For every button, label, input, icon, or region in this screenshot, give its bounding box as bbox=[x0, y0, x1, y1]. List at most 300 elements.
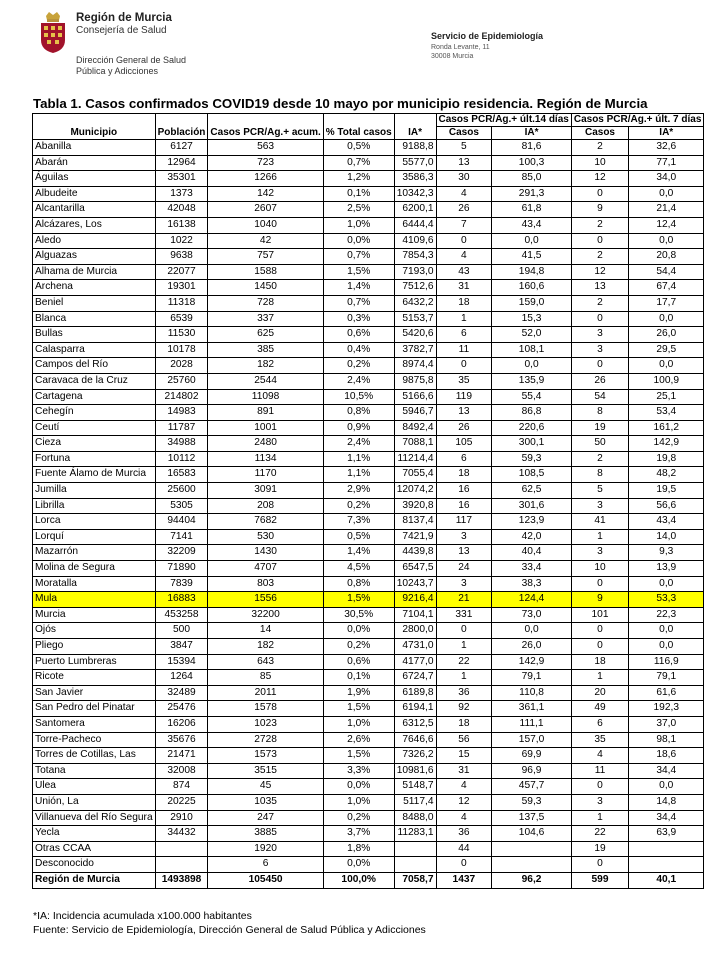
cell-poblacion: 2028 bbox=[155, 358, 208, 374]
cell-casos-acum: 1040 bbox=[208, 217, 323, 233]
cell-casos-7: 35 bbox=[571, 732, 628, 748]
cell-municipio: Alhama de Murcia bbox=[33, 264, 156, 280]
cell-municipio: Mazarrón bbox=[33, 545, 156, 561]
cell-municipio: Aledo bbox=[33, 233, 156, 249]
cell-casos-7: 10 bbox=[571, 561, 628, 577]
table-row bbox=[33, 280, 704, 296]
cell-ia-7: 53,3 bbox=[629, 592, 704, 608]
cell-ia-7: 0,0 bbox=[629, 358, 704, 374]
cell-ia-14: 86,8 bbox=[492, 405, 572, 421]
table-row bbox=[33, 295, 704, 311]
cell-casos-acum: 142 bbox=[208, 186, 323, 202]
cell-casos-acum: 1023 bbox=[208, 716, 323, 732]
cell-casos-acum: 1134 bbox=[208, 451, 323, 467]
cell-ia-7: 14,8 bbox=[629, 794, 704, 810]
cell-poblacion: 11530 bbox=[155, 327, 208, 343]
cell-pct-total: 100,0% bbox=[323, 872, 394, 888]
cell-casos-7: 9 bbox=[571, 202, 628, 218]
cell-ia: 6724,7 bbox=[394, 670, 436, 686]
cell-ia: 10243,7 bbox=[394, 576, 436, 592]
cell-casos-7: 2 bbox=[571, 217, 628, 233]
cell-poblacion: 34432 bbox=[155, 826, 208, 842]
cell-pct-total: 2,4% bbox=[323, 436, 394, 452]
cell-casos-7: 3 bbox=[571, 327, 628, 343]
cell-ia-14: 41,5 bbox=[492, 249, 572, 265]
cell-municipio: Cieza bbox=[33, 436, 156, 452]
table-row bbox=[33, 685, 704, 701]
cell-pct-total: 1,5% bbox=[323, 701, 394, 717]
table-row bbox=[33, 810, 704, 826]
cell-casos-acum: 3515 bbox=[208, 763, 323, 779]
cell-municipio: Abanilla bbox=[33, 140, 156, 156]
table-row bbox=[33, 857, 704, 873]
cell-casos-7: 0 bbox=[571, 639, 628, 655]
cell-casos-7: 101 bbox=[571, 607, 628, 623]
cell-casos-14: 4 bbox=[436, 249, 492, 265]
cell-pct-total: 0,8% bbox=[323, 576, 394, 592]
cell-pct-total: 0,5% bbox=[323, 140, 394, 156]
cell-casos-acum: 1920 bbox=[208, 841, 323, 857]
table-row bbox=[33, 420, 704, 436]
cell-ia-14 bbox=[492, 841, 572, 857]
cell-ia-7: 54,4 bbox=[629, 264, 704, 280]
table-row bbox=[33, 451, 704, 467]
cell-ia-14 bbox=[492, 857, 572, 873]
cell-casos-acum: 2728 bbox=[208, 732, 323, 748]
cell-ia-7: 25,1 bbox=[629, 389, 704, 405]
cell-casos-acum: 42 bbox=[208, 233, 323, 249]
cell-ia-14: 15,3 bbox=[492, 311, 572, 327]
cell-municipio: Fortuna bbox=[33, 451, 156, 467]
cell-casos-14: 1 bbox=[436, 670, 492, 686]
cell-ia: 2800,0 bbox=[394, 623, 436, 639]
cell-ia-14: 104,6 bbox=[492, 826, 572, 842]
cell-casos-acum: 11098 bbox=[208, 389, 323, 405]
cell-municipio: Torres de Cotillas, Las bbox=[33, 748, 156, 764]
cell-municipio: Alguazas bbox=[33, 249, 156, 265]
table-title: Tabla 1. Casos confirmados COVID19 desde 10 mayo por municipio residencia. Región de Murcia bbox=[33, 96, 648, 111]
cell-ia: 7512,6 bbox=[394, 280, 436, 296]
cell-ia-7: 20,8 bbox=[629, 249, 704, 265]
cell-ia-14: 43,4 bbox=[492, 217, 572, 233]
cell-ia-7: 29,5 bbox=[629, 342, 704, 358]
cell-casos-14: 31 bbox=[436, 280, 492, 296]
cell-ia-7: 116,9 bbox=[629, 654, 704, 670]
cell-poblacion: 16206 bbox=[155, 716, 208, 732]
cell-poblacion: 6539 bbox=[155, 311, 208, 327]
cell-ia-14: 123,9 bbox=[492, 514, 572, 530]
cell-ia-14: 111,1 bbox=[492, 716, 572, 732]
cell-casos-7: 50 bbox=[571, 436, 628, 452]
cell-casos-14: 0 bbox=[436, 623, 492, 639]
table-row bbox=[33, 389, 704, 405]
cell-casos-14: 22 bbox=[436, 654, 492, 670]
cell-ia: 7104,1 bbox=[394, 607, 436, 623]
table-row bbox=[33, 716, 704, 732]
cell-casos-7: 8 bbox=[571, 467, 628, 483]
cell-municipio: Abarán bbox=[33, 155, 156, 171]
cell-casos-7: 26 bbox=[571, 373, 628, 389]
cell-ia: 5148,7 bbox=[394, 779, 436, 795]
cell-pct-total: 0,2% bbox=[323, 498, 394, 514]
cell-ia: 6200,1 bbox=[394, 202, 436, 218]
cell-ia-7: 98,1 bbox=[629, 732, 704, 748]
table-row bbox=[33, 358, 704, 374]
cell-casos-14: 56 bbox=[436, 732, 492, 748]
cell-casos-7: 12 bbox=[571, 171, 628, 187]
cell-municipio: Alcantarilla bbox=[33, 202, 156, 218]
ia-footnote: *IA: Incidencia acumulada x100.000 habitantes bbox=[33, 910, 252, 922]
cell-ia-14: 108,5 bbox=[492, 467, 572, 483]
table-row bbox=[33, 327, 704, 343]
table-row bbox=[33, 514, 704, 530]
cell-casos-14: 44 bbox=[436, 841, 492, 857]
cell-pct-total: 0,0% bbox=[323, 233, 394, 249]
cell-pct-total: 2,6% bbox=[323, 732, 394, 748]
cell-poblacion: 7839 bbox=[155, 576, 208, 592]
cell-ia-14: 135,9 bbox=[492, 373, 572, 389]
cell-municipio: San Javier bbox=[33, 685, 156, 701]
cell-poblacion: 3847 bbox=[155, 639, 208, 655]
source-footnote: Fuente: Servicio de Epidemiología, Dirección General de Salud Pública y Adicciones bbox=[33, 924, 426, 936]
cell-ia-14: 159,0 bbox=[492, 295, 572, 311]
cell-casos-14: 4 bbox=[436, 810, 492, 826]
cell-ia-7: 21,4 bbox=[629, 202, 704, 218]
table-row bbox=[33, 529, 704, 545]
cell-casos-acum: 1001 bbox=[208, 420, 323, 436]
cell-ia-14: 26,0 bbox=[492, 639, 572, 655]
cell-ia-14: 0,0 bbox=[492, 358, 572, 374]
table-row bbox=[33, 405, 704, 421]
header-municipio: Municipio bbox=[33, 114, 156, 140]
cell-ia: 4109,6 bbox=[394, 233, 436, 249]
cell-ia-7: 9,3 bbox=[629, 545, 704, 561]
cell-poblacion: 2910 bbox=[155, 810, 208, 826]
cell-casos-acum: 1266 bbox=[208, 171, 323, 187]
cell-municipio: Ricote bbox=[33, 670, 156, 686]
table-row bbox=[33, 732, 704, 748]
cell-pct-total: 0,7% bbox=[323, 295, 394, 311]
municipality-cases-table bbox=[32, 113, 704, 889]
cell-casos-7: 49 bbox=[571, 701, 628, 717]
cell-casos-14: 18 bbox=[436, 716, 492, 732]
header-poblacion: Población bbox=[155, 114, 208, 140]
cell-ia-14: 108,1 bbox=[492, 342, 572, 358]
cell-municipio: Yecla bbox=[33, 826, 156, 842]
cell-ia-14: 59,3 bbox=[492, 451, 572, 467]
cell-casos-7: 22 bbox=[571, 826, 628, 842]
cell-municipio: Cartagena bbox=[33, 389, 156, 405]
cell-casos-7: 0 bbox=[571, 857, 628, 873]
cell-municipio: Lorca bbox=[33, 514, 156, 530]
cell-casos-14: 35 bbox=[436, 373, 492, 389]
cell-casos-7: 599 bbox=[571, 872, 628, 888]
cell-casos-acum: 45 bbox=[208, 779, 323, 795]
cell-casos-7: 1 bbox=[571, 670, 628, 686]
cell-casos-7: 18 bbox=[571, 654, 628, 670]
cell-pct-total: 1,4% bbox=[323, 545, 394, 561]
cell-ia-7: 61,6 bbox=[629, 685, 704, 701]
cell-poblacion: 32489 bbox=[155, 685, 208, 701]
cell-casos-acum: 4707 bbox=[208, 561, 323, 577]
table-row bbox=[33, 373, 704, 389]
cell-ia-14: 81,6 bbox=[492, 140, 572, 156]
cell-poblacion: 453258 bbox=[155, 607, 208, 623]
table-row bbox=[33, 701, 704, 717]
cell-casos-7: 13 bbox=[571, 280, 628, 296]
cell-ia: 11214,4 bbox=[394, 451, 436, 467]
cell-casos-14: 13 bbox=[436, 545, 492, 561]
cell-ia-7: 0,0 bbox=[629, 639, 704, 655]
cell-ia: 3782,7 bbox=[394, 342, 436, 358]
cell-casos-7: 1 bbox=[571, 529, 628, 545]
cell-poblacion: 10178 bbox=[155, 342, 208, 358]
cell-municipio: Murcia bbox=[33, 607, 156, 623]
cell-casos-14: 13 bbox=[436, 405, 492, 421]
cell-ia-7: 192,3 bbox=[629, 701, 704, 717]
cell-municipio: Librilla bbox=[33, 498, 156, 514]
cell-ia: 3920,8 bbox=[394, 498, 436, 514]
service-name: Servicio de Epidemiología bbox=[431, 31, 544, 41]
cell-ia-14: 291,3 bbox=[492, 186, 572, 202]
cell-ia: 7055,4 bbox=[394, 467, 436, 483]
cell-ia: 6547,5 bbox=[394, 561, 436, 577]
table-row bbox=[33, 483, 704, 499]
cell-municipio: Bullas bbox=[33, 327, 156, 343]
cell-ia bbox=[394, 841, 436, 857]
cell-municipio: Ulea bbox=[33, 779, 156, 795]
table-row bbox=[33, 140, 704, 156]
cell-casos-7: 0 bbox=[571, 358, 628, 374]
cell-poblacion: 71890 bbox=[155, 561, 208, 577]
cell-ia: 7854,3 bbox=[394, 249, 436, 265]
header-group-14-days: Casos PCR/Ag.+ últ.14 días bbox=[436, 114, 571, 127]
cell-casos-acum: 1573 bbox=[208, 748, 323, 764]
cell-ia: 9875,8 bbox=[394, 373, 436, 389]
table-row bbox=[33, 654, 704, 670]
table-row bbox=[33, 155, 704, 171]
cell-casos-acum: 2480 bbox=[208, 436, 323, 452]
table-row bbox=[33, 592, 704, 608]
cell-pct-total: 0,7% bbox=[323, 155, 394, 171]
cell-pct-total: 0,2% bbox=[323, 639, 394, 655]
cell-poblacion: 874 bbox=[155, 779, 208, 795]
cell-ia-14: 137,5 bbox=[492, 810, 572, 826]
cell-ia: 4177,0 bbox=[394, 654, 436, 670]
cell-ia: 8492,4 bbox=[394, 420, 436, 436]
cell-municipio: Águilas bbox=[33, 171, 156, 187]
table-row bbox=[33, 576, 704, 592]
cell-casos-7: 3 bbox=[571, 545, 628, 561]
cell-casos-14: 43 bbox=[436, 264, 492, 280]
cell-poblacion: 16583 bbox=[155, 467, 208, 483]
cell-municipio: Otras CCAA bbox=[33, 841, 156, 857]
region-coat-of-arms-icon bbox=[38, 10, 68, 54]
cell-ia: 3586,3 bbox=[394, 171, 436, 187]
cell-ia: 8137,4 bbox=[394, 514, 436, 530]
cell-ia-7: 79,1 bbox=[629, 670, 704, 686]
cell-poblacion: 10112 bbox=[155, 451, 208, 467]
cell-ia: 10342,3 bbox=[394, 186, 436, 202]
cell-casos-acum: 1588 bbox=[208, 264, 323, 280]
cell-casos-7: 3 bbox=[571, 342, 628, 358]
cell-pct-total: 1,1% bbox=[323, 451, 394, 467]
cell-casos-acum: 757 bbox=[208, 249, 323, 265]
cell-casos-acum: 6 bbox=[208, 857, 323, 873]
cell-casos-acum: 2011 bbox=[208, 685, 323, 701]
cell-casos-14: 3 bbox=[436, 576, 492, 592]
cell-pct-total: 0,0% bbox=[323, 623, 394, 639]
cell-poblacion: 1264 bbox=[155, 670, 208, 686]
cell-ia-14: 96,9 bbox=[492, 763, 572, 779]
cell-ia-14: 220,6 bbox=[492, 420, 572, 436]
cell-pct-total: 0,0% bbox=[323, 857, 394, 873]
cell-ia: 5577,0 bbox=[394, 155, 436, 171]
cell-ia-14: 38,3 bbox=[492, 576, 572, 592]
cell-ia-14: 96,2 bbox=[492, 872, 572, 888]
table-row bbox=[33, 607, 704, 623]
cell-ia-7: 12,4 bbox=[629, 217, 704, 233]
cell-casos-14: 11 bbox=[436, 342, 492, 358]
cell-ia: 7326,2 bbox=[394, 748, 436, 764]
cell-ia-14: 157,0 bbox=[492, 732, 572, 748]
cell-ia-7 bbox=[629, 841, 704, 857]
cell-ia-7: 0,0 bbox=[629, 623, 704, 639]
org-name: Región de Murcia bbox=[76, 12, 172, 24]
cell-poblacion: 11318 bbox=[155, 295, 208, 311]
cell-casos-14: 13 bbox=[436, 155, 492, 171]
cell-casos-acum: 891 bbox=[208, 405, 323, 421]
cell-casos-acum: 14 bbox=[208, 623, 323, 639]
cell-casos-14: 5 bbox=[436, 140, 492, 156]
table-row bbox=[33, 561, 704, 577]
cell-municipio: Cehegín bbox=[33, 405, 156, 421]
org-subtitle: Consejería de Salud bbox=[76, 25, 167, 36]
cell-casos-acum: 337 bbox=[208, 311, 323, 327]
cell-municipio: Moratalla bbox=[33, 576, 156, 592]
cell-poblacion: 16883 bbox=[155, 592, 208, 608]
cell-ia-7: 26,0 bbox=[629, 327, 704, 343]
cell-ia-7: 34,4 bbox=[629, 763, 704, 779]
cell-municipio: Unión, La bbox=[33, 794, 156, 810]
cell-casos-14: 6 bbox=[436, 451, 492, 467]
cell-casos-acum: 1578 bbox=[208, 701, 323, 717]
cell-casos-7: 1 bbox=[571, 810, 628, 826]
header-ia-7: IA* bbox=[629, 127, 704, 140]
cell-pct-total: 0,7% bbox=[323, 249, 394, 265]
cell-casos-14: 331 bbox=[436, 607, 492, 623]
cell-ia-14: 457,7 bbox=[492, 779, 572, 795]
cell-pct-total: 0,1% bbox=[323, 186, 394, 202]
cell-municipio: Ceutí bbox=[33, 420, 156, 436]
cell-ia-14: 110,8 bbox=[492, 685, 572, 701]
cell-ia: 11283,1 bbox=[394, 826, 436, 842]
cell-casos-acum: 1430 bbox=[208, 545, 323, 561]
cell-pct-total: 4,5% bbox=[323, 561, 394, 577]
cell-casos-14: 18 bbox=[436, 295, 492, 311]
table-row bbox=[33, 186, 704, 202]
cell-casos-acum: 182 bbox=[208, 358, 323, 374]
cell-pct-total: 0,0% bbox=[323, 779, 394, 795]
cell-poblacion: 20225 bbox=[155, 794, 208, 810]
cell-municipio: Torre-Pacheco bbox=[33, 732, 156, 748]
cell-ia-14: 0,0 bbox=[492, 623, 572, 639]
cell-pct-total: 0,2% bbox=[323, 810, 394, 826]
cell-pct-total: 2,4% bbox=[323, 373, 394, 389]
cell-casos-7: 11 bbox=[571, 763, 628, 779]
cell-poblacion bbox=[155, 857, 208, 873]
cell-ia-7: 100,9 bbox=[629, 373, 704, 389]
cell-poblacion: 25476 bbox=[155, 701, 208, 717]
cell-poblacion: 6127 bbox=[155, 140, 208, 156]
cell-ia-7: 56,6 bbox=[629, 498, 704, 514]
cell-ia-14: 194,8 bbox=[492, 264, 572, 280]
cell-pct-total: 1,0% bbox=[323, 217, 394, 233]
cell-ia: 7058,7 bbox=[394, 872, 436, 888]
cell-casos-7: 0 bbox=[571, 233, 628, 249]
cell-pct-total: 0,5% bbox=[323, 529, 394, 545]
service-address-line-1: Ronda Levante, 11 bbox=[431, 44, 490, 51]
cell-municipio: Alcázares, Los bbox=[33, 217, 156, 233]
cell-poblacion: 1493898 bbox=[155, 872, 208, 888]
cell-municipio: Molina de Segura bbox=[33, 561, 156, 577]
cell-casos-7: 0 bbox=[571, 623, 628, 639]
cell-pct-total: 1,0% bbox=[323, 716, 394, 732]
cell-casos-14: 26 bbox=[436, 202, 492, 218]
table-row bbox=[33, 233, 704, 249]
cell-poblacion: 214802 bbox=[155, 389, 208, 405]
cell-municipio: Villanueva del Río Segura bbox=[33, 810, 156, 826]
cell-ia-14: 361,1 bbox=[492, 701, 572, 717]
table-row bbox=[33, 249, 704, 265]
cell-casos-7: 10 bbox=[571, 155, 628, 171]
header-group-7-days: Casos PCR/Ag.+ últ. 7 días bbox=[571, 114, 704, 127]
cell-casos-14: 36 bbox=[436, 685, 492, 701]
table-row bbox=[33, 841, 704, 857]
cell-municipio: Calasparra bbox=[33, 342, 156, 358]
directorate-line-1: Dirección General de Salud bbox=[76, 55, 187, 65]
cell-municipio: Totana bbox=[33, 763, 156, 779]
cell-pct-total: 1,0% bbox=[323, 794, 394, 810]
cell-ia: 5946,7 bbox=[394, 405, 436, 421]
cell-casos-7: 0 bbox=[571, 779, 628, 795]
cell-casos-14: 4 bbox=[436, 186, 492, 202]
cell-municipio: Campos del Río bbox=[33, 358, 156, 374]
table-row bbox=[33, 748, 704, 764]
cell-ia-7: 77,1 bbox=[629, 155, 704, 171]
cell-casos-acum: 1035 bbox=[208, 794, 323, 810]
cell-poblacion: 5305 bbox=[155, 498, 208, 514]
cell-ia-7: 18,6 bbox=[629, 748, 704, 764]
table-row bbox=[33, 639, 704, 655]
cell-casos-7: 2 bbox=[571, 249, 628, 265]
cell-ia: 9216,4 bbox=[394, 592, 436, 608]
cell-pct-total: 0,9% bbox=[323, 420, 394, 436]
table-row bbox=[33, 217, 704, 233]
cell-casos-14: 6 bbox=[436, 327, 492, 343]
cell-pct-total: 1,8% bbox=[323, 841, 394, 857]
cell-ia-7: 17,7 bbox=[629, 295, 704, 311]
cell-ia-7: 19,5 bbox=[629, 483, 704, 499]
table-row bbox=[33, 670, 704, 686]
cell-casos-7: 3 bbox=[571, 794, 628, 810]
cell-ia-14: 52,0 bbox=[492, 327, 572, 343]
header-ia: IA* bbox=[394, 114, 436, 140]
cell-poblacion: 15394 bbox=[155, 654, 208, 670]
header-casos-acum: Casos PCR/Ag.+ acum. bbox=[208, 114, 323, 140]
cell-ia: 6189,8 bbox=[394, 685, 436, 701]
cell-casos-acum: 625 bbox=[208, 327, 323, 343]
